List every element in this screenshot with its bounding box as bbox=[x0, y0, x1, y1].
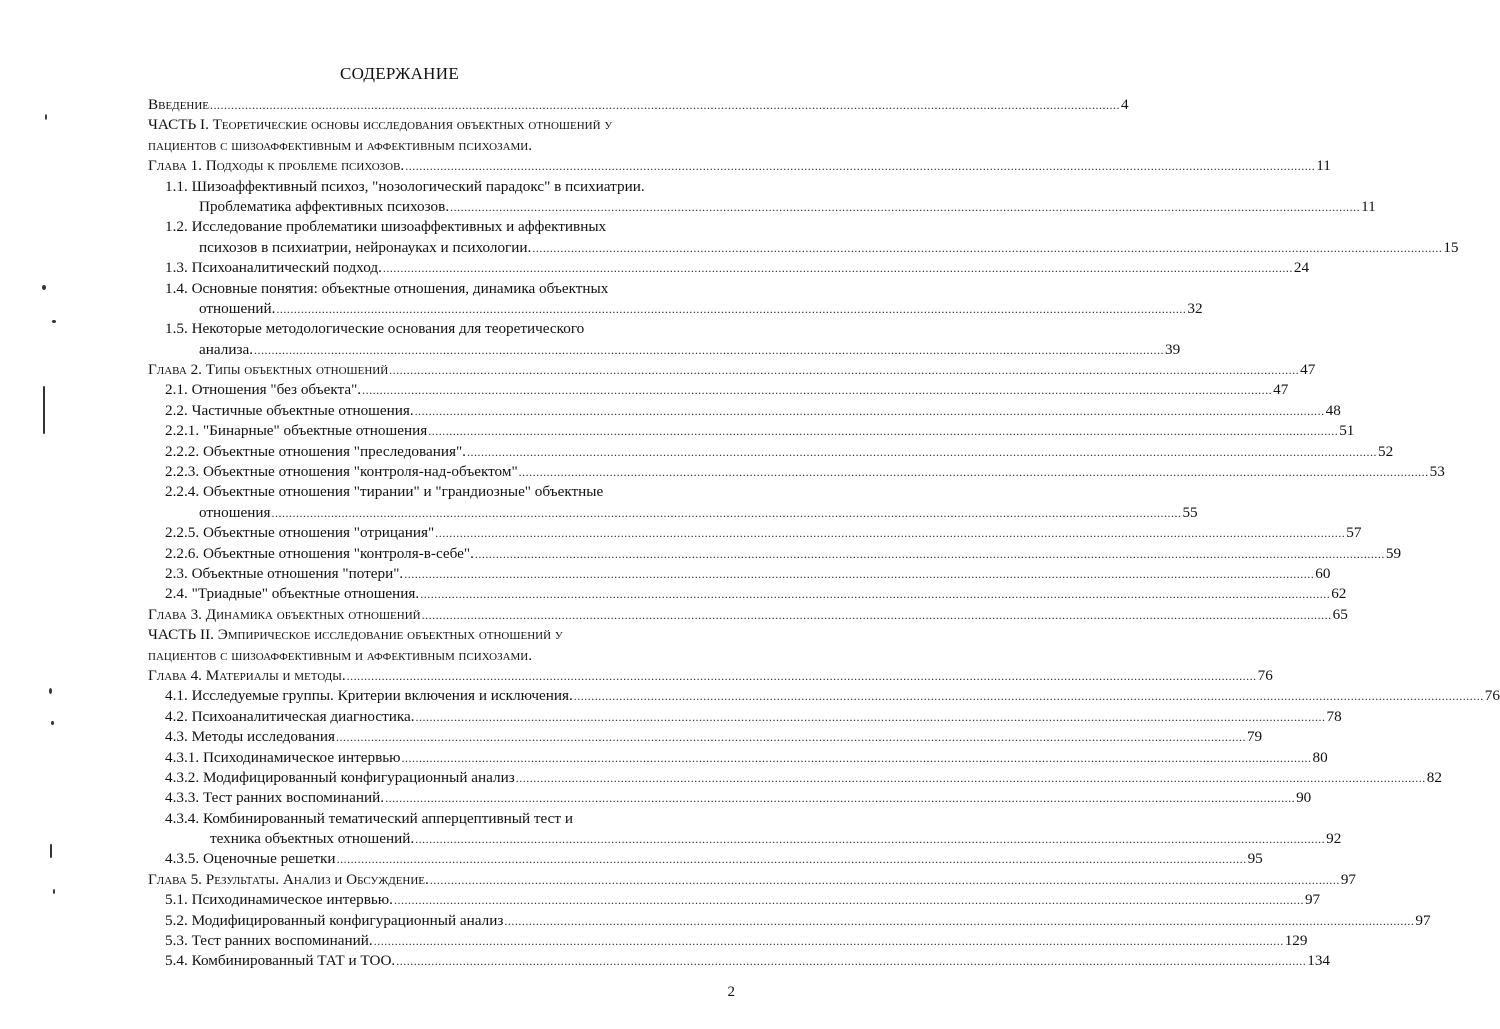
toc-entry-title: 4.3.3. Тест ранних воспоминаний. bbox=[165, 789, 385, 807]
toc-entry-title: Проблематика аффективных психозов. bbox=[199, 197, 450, 215]
toc-page-number: 11 bbox=[1316, 157, 1331, 175]
toc-page-number: 32 bbox=[1187, 299, 1203, 317]
toc-entry-title: анализа. bbox=[199, 340, 253, 358]
toc-line-text: 4.3.4. Комбинированный тематический апперцептивный тест и bbox=[165, 809, 573, 827]
toc-entry-title: 2.1. Отношения "без объекта". bbox=[165, 381, 362, 399]
toc-entry-title: Глава 4. Материалы и методы. bbox=[148, 666, 346, 684]
toc-entry-title: 4.3.2. Модифицированный конфигурационный анализ bbox=[165, 768, 515, 786]
toc-entry bbox=[148, 238, 1459, 258]
toc-entry bbox=[148, 564, 1331, 584]
toc-entry-title: 5.4. Комбинированный ТАТ и ТОО. bbox=[165, 952, 396, 970]
toc-page-number: 79 bbox=[1246, 728, 1263, 746]
toc-leader-dots: .................................................................................................................................................................................................................................................................... bbox=[532, 240, 1443, 255]
toc-entry-title: техника объектных отношений. bbox=[210, 830, 415, 848]
page-number: 2 bbox=[727, 984, 735, 1000]
toc-page-number: 24 bbox=[1293, 259, 1310, 277]
toc-entry-title: 2.2.6. Объектные отношения "контроля-в-себе". bbox=[165, 544, 474, 562]
toc-leader-dots: .................................................................................................................................................................................................................................................................... bbox=[336, 852, 1247, 867]
toc-entry-title: отношения bbox=[199, 503, 271, 521]
toc-line-text: 1.1. Шизоаффективный психоз, "нозологический парадокс" в психиатрии. bbox=[165, 177, 645, 195]
toc-page-number: 59 bbox=[1385, 544, 1402, 562]
toc-page-number: 52 bbox=[1377, 442, 1394, 460]
toc-entry bbox=[148, 197, 1376, 217]
toc-page-number: 11 bbox=[1361, 197, 1376, 215]
toc-entry-title: 5.2. Модифицированный конфигурационный анализ bbox=[165, 911, 504, 929]
toc-entry bbox=[148, 768, 1442, 788]
toc-entry bbox=[148, 258, 1310, 278]
toc-page-number: 15 bbox=[1443, 238, 1459, 256]
toc-page-number: 97 bbox=[1415, 911, 1431, 929]
toc-page-number: 39 bbox=[1165, 340, 1181, 358]
toc-page-number: 51 bbox=[1339, 422, 1355, 440]
toc-page-number: 97 bbox=[1304, 891, 1321, 909]
toc-leader-dots: .................................................................................................................................................................................................................................................................... bbox=[428, 424, 1339, 439]
toc-leader-dots: .................................................................................................................................................................................................................................................................... bbox=[335, 730, 1246, 745]
toc-entry-title: Глава 1. Подходы к проблеме психозов. bbox=[148, 157, 405, 175]
toc-leader-dots: .................................................................................................................................................................................................................................................................... bbox=[466, 444, 1377, 459]
toc-entry bbox=[148, 829, 1342, 849]
toc-line bbox=[148, 625, 736, 645]
toc-entry bbox=[148, 380, 1289, 400]
toc-line bbox=[148, 809, 736, 829]
toc-line bbox=[148, 482, 736, 502]
toc-entry bbox=[148, 666, 1273, 686]
toc-line bbox=[148, 136, 736, 156]
toc-page-number: 76 bbox=[1484, 687, 1500, 705]
toc-entry bbox=[148, 462, 1445, 482]
toc-entry bbox=[148, 360, 1316, 380]
toc-line bbox=[148, 115, 736, 135]
table-of-contents bbox=[148, 95, 1500, 972]
toc-page-number: 129 bbox=[1284, 932, 1308, 950]
toc-leader-dots: .................................................................................................................................................................................................................................................................... bbox=[515, 770, 1426, 785]
toc-entry-title: Введение bbox=[148, 96, 210, 113]
toc-page-number: 55 bbox=[1182, 503, 1198, 521]
toc-line bbox=[148, 279, 736, 299]
toc-entry bbox=[148, 686, 1500, 706]
toc-entry bbox=[148, 849, 1263, 869]
toc-entry bbox=[148, 421, 1355, 441]
toc-entry-title: 5.1. Психодинамическое интервью. bbox=[165, 891, 393, 909]
toc-entry-title: психозов в психиатрии, нейронауках и психологии. bbox=[199, 238, 532, 256]
toc-leader-dots: .................................................................................................................................................................................................................................................................... bbox=[414, 403, 1325, 418]
toc-entry-title: 2.2. Частичные объектные отношения. bbox=[165, 401, 414, 419]
toc-page-number: 62 bbox=[1331, 585, 1347, 603]
toc-leader-dots: .................................................................................................................................................................................................................................................................... bbox=[385, 791, 1296, 806]
toc-entry bbox=[148, 748, 1328, 768]
toc-entry-title: 4.1. Исследуемые группы. Критерии включения и исключения. bbox=[165, 687, 573, 705]
toc-entry-title: Глава 3. Динамика объектных отношений bbox=[148, 605, 421, 623]
toc-entry-title: 2.4. "Триадные" объектные отношения. bbox=[165, 585, 420, 603]
toc-leader-dots: .................................................................................................................................................................................................................................................................... bbox=[389, 363, 1300, 378]
toc-entry bbox=[148, 931, 1308, 951]
toc-page-number: 134 bbox=[1307, 952, 1331, 970]
toc-page-number: 57 bbox=[1346, 524, 1362, 542]
toc-leader-dots: .................................................................................................................................................................................................................................................................... bbox=[405, 159, 1316, 174]
toc-entry bbox=[148, 156, 1331, 176]
toc-leader-dots: .................................................................................................................................................................................................................................................................... bbox=[435, 526, 1346, 541]
toc-page-number: 90 bbox=[1296, 789, 1312, 807]
toc-page-number: 97 bbox=[1340, 870, 1357, 888]
toc-leader-dots: .................................................................................................................................................................................................................................................................... bbox=[404, 566, 1315, 581]
toc-leader-dots: .................................................................................................................................................................................................................................................................... bbox=[362, 383, 1273, 398]
toc-page-number: 80 bbox=[1312, 748, 1328, 766]
toc-entry-title: 4.2. Психоаналитическая диагностика. bbox=[165, 707, 415, 725]
toc-leader-dots: .................................................................................................................................................................................................................................................................... bbox=[474, 546, 1385, 561]
toc-entry-title: Глава 5. Результаты. Анализ и Обсуждение. bbox=[148, 870, 429, 888]
toc-leader-dots: .................................................................................................................................................................................................................................................................... bbox=[382, 261, 1293, 276]
toc-line bbox=[148, 177, 736, 197]
scan-speck bbox=[50, 844, 52, 858]
scan-speck bbox=[51, 721, 54, 725]
toc-leader-dots: .................................................................................................................................................................................................................................................................... bbox=[573, 689, 1484, 704]
toc-page-number: 92 bbox=[1326, 830, 1342, 848]
toc-page-number: 60 bbox=[1315, 564, 1331, 582]
scan-speck bbox=[43, 386, 45, 434]
toc-page-number: 48 bbox=[1325, 401, 1341, 419]
toc-entry bbox=[148, 911, 1431, 931]
toc-line-text: 1.4. Основные понятия: объектные отношения, динамика объектных bbox=[165, 279, 609, 297]
toc-entry bbox=[148, 727, 1263, 747]
toc-entry-title: Глава 2. Типы объектных отношений bbox=[148, 361, 389, 379]
toc-entry bbox=[148, 523, 1362, 543]
toc-page-number: 47 bbox=[1273, 381, 1289, 399]
toc-page-number: 53 bbox=[1429, 463, 1445, 481]
toc-line-text: пациентов с шизоаффективным и аффективным психозами. bbox=[148, 646, 533, 664]
toc-leader-dots: .................................................................................................................................................................................................................................................................... bbox=[396, 954, 1307, 969]
toc-leader-dots: .................................................................................................................................................................................................................................................................... bbox=[271, 505, 1182, 520]
toc-leader-dots: .................................................................................................................................................................................................................................................................... bbox=[504, 913, 1415, 928]
page-title: СОДЕРЖАНИЕ bbox=[339, 64, 460, 83]
toc-line bbox=[148, 217, 736, 237]
scan-speck bbox=[42, 285, 46, 290]
scan-speck bbox=[53, 889, 55, 894]
toc-entry bbox=[148, 442, 1394, 462]
toc-line bbox=[148, 319, 736, 339]
toc-entry-title: 4.3.5. Оценочные решетки bbox=[165, 850, 336, 868]
toc-page-number: 76 bbox=[1257, 666, 1273, 684]
scan-speck bbox=[52, 320, 56, 323]
toc-entry-title: 2.2.5. Объектные отношения "отрицания" bbox=[165, 524, 435, 542]
toc-line-text: ЧАСТЬ I. Теоретические основы исследования объектных отношений у bbox=[148, 116, 613, 134]
toc-line-text: пациентов с шизоаффективным и аффективным психозами. bbox=[148, 136, 533, 154]
toc-page-number: 78 bbox=[1326, 707, 1342, 725]
toc-leader-dots: .................................................................................................................................................................................................................................................................... bbox=[420, 587, 1331, 602]
toc-leader-dots: .................................................................................................................................................................................................................................................................... bbox=[429, 872, 1340, 887]
toc-leader-dots: .................................................................................................................................................................................................................................................................... bbox=[518, 465, 1429, 480]
toc-page-number: 95 bbox=[1247, 850, 1263, 868]
toc-line-text: 1.2. Исследование проблематики шизоаффективных и аффективных bbox=[165, 218, 607, 236]
scan-speck bbox=[45, 114, 47, 120]
toc-entry-title: 2.3. Объектные отношения "потери". bbox=[165, 564, 404, 582]
toc-entry-title: 2.2.3. Объектные отношения "контроля-над-объектом" bbox=[165, 463, 518, 481]
toc-leader-dots: .................................................................................................................................................................................................................................................................... bbox=[373, 934, 1284, 949]
toc-leader-dots: .................................................................................................................................................................................................................................................................... bbox=[415, 832, 1326, 847]
toc-entry bbox=[148, 951, 1331, 971]
toc-leader-dots: .................................................................................................................................................................................................................................................................... bbox=[254, 342, 1164, 357]
toc-leader-dots: .................................................................................................................................................................................................................................................................... bbox=[276, 301, 1187, 316]
toc-leader-dots: .................................................................................................................................................................................................................................................................... bbox=[415, 709, 1326, 724]
toc-entry-title: 2.2.1. "Бинарные" объектные отношения bbox=[165, 422, 428, 440]
toc-entry bbox=[148, 340, 1181, 360]
toc-entry bbox=[148, 707, 1342, 727]
toc-leader-dots: .................................................................................................................................................................................................................................................................... bbox=[401, 750, 1312, 765]
toc-line-text: 1.5. Некоторые методологические основания для теоретического bbox=[165, 320, 585, 338]
toc-line-text: ЧАСТЬ II. Эмпирическое исследование объектных отношений у bbox=[148, 626, 563, 644]
toc-entry-title: 5.3. Тест ранних воспоминаний. bbox=[165, 932, 373, 950]
toc-leader-dots: .................................................................................................................................................................................................................................................................... bbox=[393, 893, 1304, 908]
toc-page-number: 4 bbox=[1121, 96, 1129, 113]
toc-entry bbox=[148, 788, 1312, 808]
toc-leader-dots: .................................................................................................................................................................................................................................................................... bbox=[421, 607, 1332, 622]
toc-entry bbox=[148, 299, 1203, 319]
toc-entry bbox=[148, 401, 1341, 421]
toc-entry-title: 4.3.1. Психодинамическое интервью bbox=[165, 748, 401, 766]
toc-line bbox=[148, 646, 736, 666]
toc-line-text: 2.2.4. Объектные отношения "тирании" и "грандиозные" объектные bbox=[165, 483, 604, 501]
toc-entry bbox=[148, 870, 1357, 890]
toc-entry-title: 1.3. Психоаналитический подход. bbox=[165, 259, 382, 277]
toc-page-number: 82 bbox=[1426, 768, 1442, 786]
toc-entry bbox=[148, 584, 1347, 604]
toc-entry bbox=[148, 95, 1129, 115]
toc-entry bbox=[148, 544, 1402, 564]
toc-entry bbox=[148, 503, 1198, 523]
toc-page-number: 47 bbox=[1300, 361, 1316, 379]
toc-page-number: 65 bbox=[1332, 605, 1348, 623]
toc-leader-dots: .................................................................................................................................................................................................................................................................... bbox=[450, 199, 1361, 214]
toc-leader-dots: .................................................................................................................................................................................................................................................................... bbox=[346, 668, 1257, 683]
toc-entry-title: 4.3. Методы исследования bbox=[165, 728, 335, 746]
toc-entry-title: отношений. bbox=[199, 299, 276, 317]
toc-entry-title: 2.2.2. Объектные отношения "преследования". bbox=[165, 442, 466, 460]
scan-speck bbox=[49, 688, 52, 694]
toc-entry bbox=[148, 605, 1348, 625]
toc-leader-dots: .................................................................................................................................................................................................................................................................... bbox=[210, 98, 1121, 112]
toc-entry bbox=[148, 890, 1321, 910]
